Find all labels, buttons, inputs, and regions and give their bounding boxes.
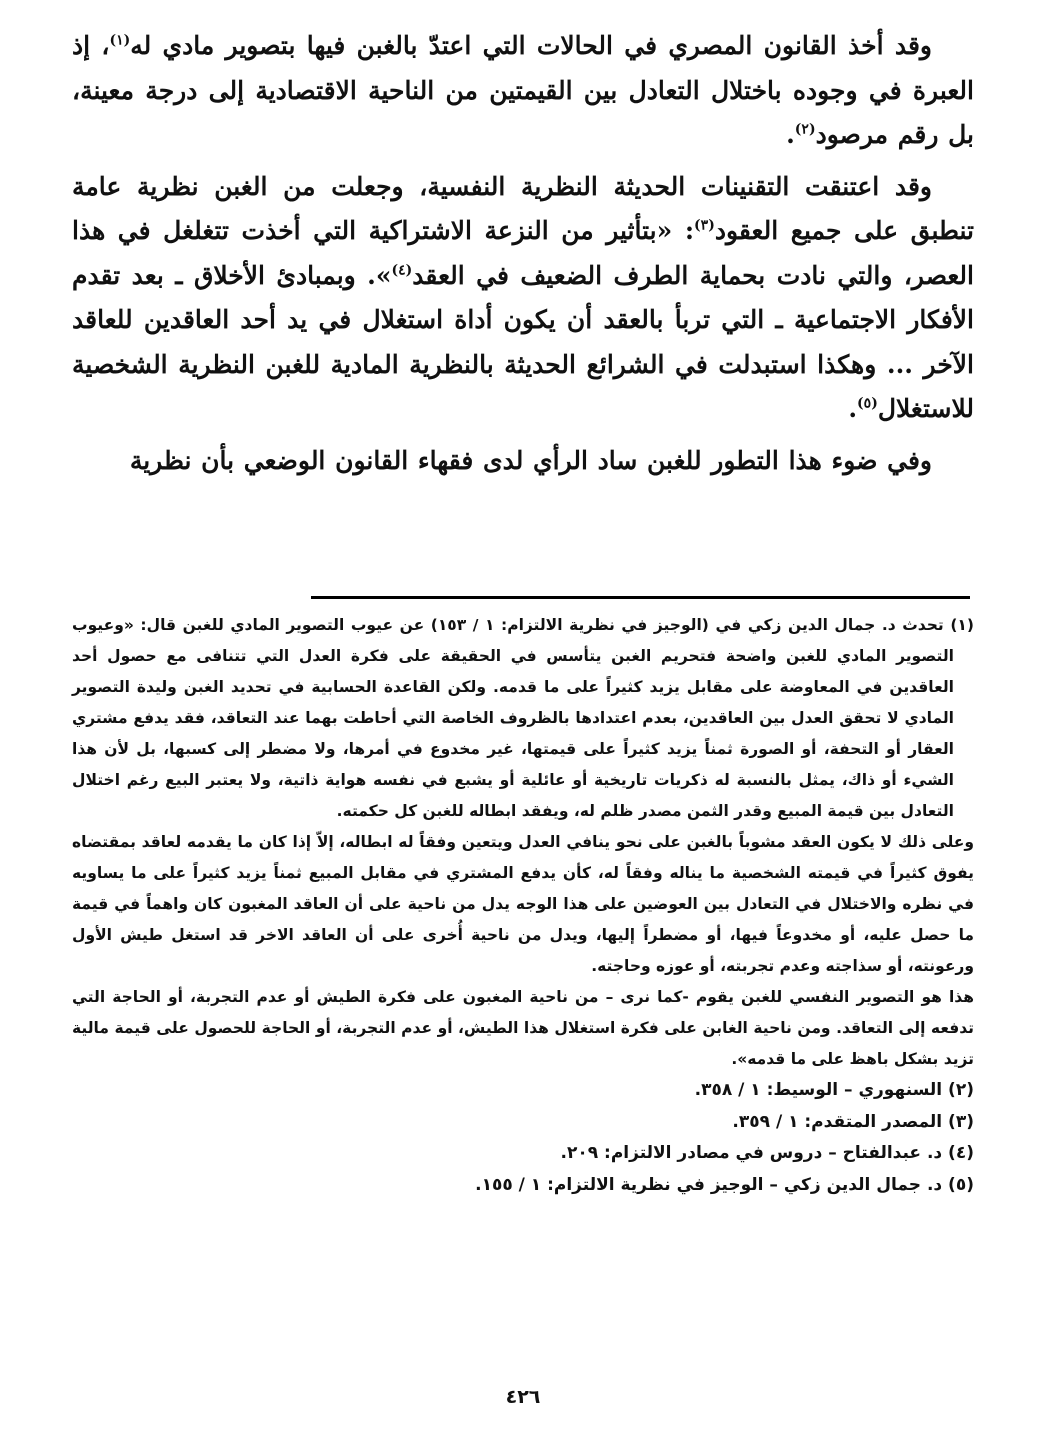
footnote-ref-4[interactable]: (٤) bbox=[391, 262, 413, 279]
footnote-1 bbox=[72, 610, 974, 827]
footnote-1-continuation: وعلى ذلك لا يكون العقد مشوباً بالغبن على نحو ينافي العدل ويتعين وفقاً له ابطاله، إلاّ إذا كان ما يقدمه لعاقد بمقتضاه يفوق كثيراً في قيمته الشخصية ما يناله وفقاً له، كأن يدفع المشتري في مقابل المبيع ثمناً يزيد كثيراً على ما يساويه في نظره والاختلال في التعادل بين العوضين على هذا الوجه يدل من ناحية على أن العاقد المغبون كان واهماً في قيمة ما حصل عليه، أو مخدوعاً فيها، أو مضطراً إليها، ويدل من ناحية أُخرى على أن العاقد الاخر قد استغل طيش الأول ورعونته، أو سذاجته وعدم تجربته، أو عوزه وحاجته. bbox=[72, 833, 974, 975]
text-segment: . bbox=[786, 120, 795, 149]
footnote-ref-1[interactable]: (١) bbox=[109, 32, 131, 49]
footnote-marker: (١) bbox=[950, 616, 974, 634]
text-segment: . bbox=[848, 394, 858, 423]
footnote-5: (٥) د. جمال الدين زكي – الوجيز في نظرية الالتزام: ١ / ١٥٥. bbox=[475, 1174, 974, 1195]
footnote-separator bbox=[311, 596, 970, 599]
paragraph-1 bbox=[72, 24, 974, 158]
footnote-ref-5[interactable]: (٥) bbox=[857, 395, 878, 412]
paragraph-3 bbox=[72, 439, 974, 484]
text-segment: وقد أخذ القانون المصري في الحالات التي اعتدّ بالغبن فيها بتصوير مادي له bbox=[130, 31, 932, 60]
footnote-ref-3[interactable]: (٣) bbox=[694, 217, 715, 234]
text-segment: : «بتأثير من النزعة الاشتراكية التي أخذت تتغلغل في هذا العصر، والتي نادت بحماية الطرف الضعيف في العقد bbox=[72, 216, 974, 290]
page-number: ٤٢٦ bbox=[505, 1386, 541, 1408]
text-segment: وفي ضوء هذا التطور للغبن ساد الرأي لدى فقهاء القانون الوضعي بأن نظرية bbox=[129, 445, 932, 475]
text-segment: ، إذ العبرة في وجوده باختلال التعادل بين القيمتين من الناحية الاقتصادية إلى درجة معينة، بل رقم مرصود bbox=[72, 31, 974, 149]
paragraph-2 bbox=[72, 165, 974, 432]
footnote-text: تحدث د. جمال الدين زكي في (الوجيز في نظرية الالتزام: ١ / ١٥٣) عن عيوب التصوير المادي للغبن قال: «وعيوب التصوير المادي للغبن واضحة فتحريم الغبن يتأسس في الحقيقة على فكرة العدل التي تتنافى مع حصول أحد العاقدين في المعاوضة على مقابل يزيد كثيراً على ما قدمه. ولكن القاعدة الحسابية في تحديد الغبن وليدة التصوير المادي لا تحقق العدل بين العاقدين، بعدم اعتدادها بالظروف الخاصة التي أحاطت بهما عند التعاقد، فقد يدفع مشتري العقار أو التحفة، أو الصورة ثمناً يزيد كثيراً على قيمتها، غير مخدوع في أمرها، ولا مضطر إلى كسبها، بل لأن هذا الشيء أو ذاك، يمثل بالنسبة له ذكريات تاريخية أو عائلية أو يشبع في نفسه هواية ذاتية، ولا يعتبر البيع رغم اختلال التعادل بين قيمة المبيع وقدر الثمن مصدر ظلم له، ويفقد ابطاله للغبن كل حكمته. bbox=[72, 616, 954, 820]
footnote-3: (٣) المصدر المتقدم: ١ / ٣٥٩. bbox=[732, 1111, 974, 1132]
footnotes bbox=[72, 610, 974, 1201]
footnote-ref-2[interactable]: (٢) bbox=[794, 121, 816, 138]
main-text bbox=[72, 24, 974, 483]
footnote-2: (٢) السنهوري – الوسيط: ١ / ٣٥٨. bbox=[694, 1080, 974, 1100]
footnote-1-continuation: هذا هو التصوير النفسي للغبن يقوم -كما نرى – من ناحية المغبون على فكرة الطيش أو عدم التجربة، أو الحاجة التي تدفعه إلى التعاقد. ومن ناحية الغابن على فكرة استغلال هذا الطيش، أو عدم التجربة، أو الحاجة للحصول على قيمة مالية تزيد بشكل باهظ على ما قدمه». bbox=[72, 988, 974, 1068]
text-segment: ». وبمبادئ الأخلاق ـ بعد تقدم الأفكار الاجتماعية ـ التي تربأ بالعقد أن يكون أداة استغلال في يد أحد العاقدين للعاقد الآخر ... وهكذا استبدلت في الشرائع الحديثة بالنظرية المادية للغبن النظرية الشخصية للاستغلال bbox=[72, 260, 974, 423]
text-segment: وقد اعتنقت التقنينات الحديثة النظرية النفسية، وجعلت من الغبن نظرية عامة تنطبق على جميع العقود bbox=[72, 171, 974, 245]
footnote-4: (٤) د. عبدالفتاح – دروس في مصادر الالتزام: ٢٠٩. bbox=[560, 1143, 974, 1163]
